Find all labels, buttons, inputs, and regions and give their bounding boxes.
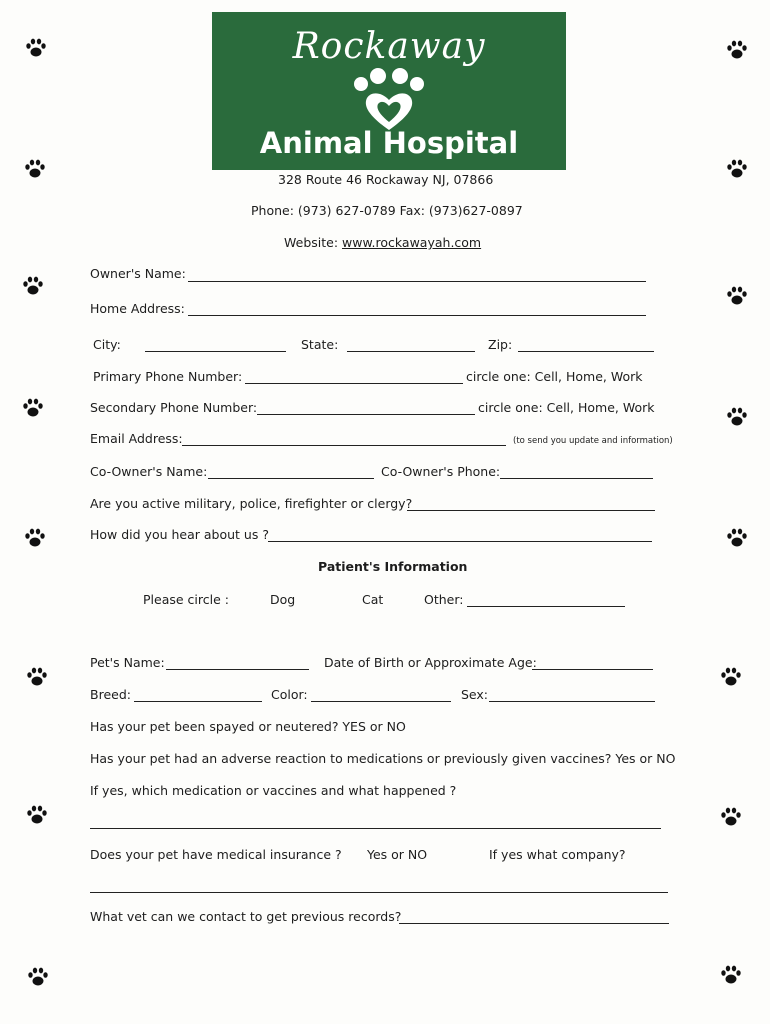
breed-label: Breed: — [90, 687, 131, 702]
city-field[interactable] — [145, 351, 286, 352]
phone-fax-text: Phone: (973) 627-0789 Fax: (973)627-0897 — [251, 203, 523, 218]
logo-title-text: Animal Hospital — [259, 126, 519, 160]
primary-phone-label: Primary Phone Number: — [93, 369, 243, 384]
spayed-question: Has your pet been spayed or neutered? YES or NO — [90, 719, 406, 734]
zip-field[interactable] — [518, 351, 654, 352]
paw-print-icon — [726, 406, 748, 428]
paw-print-icon — [22, 275, 44, 297]
pets-name-field[interactable] — [166, 669, 309, 670]
heart-paw-icon — [349, 64, 429, 132]
adverse-reaction-question: Has your pet had an adverse reaction to medications or previously given vaccines? Yes or NO — [90, 751, 676, 766]
home-address-field[interactable] — [188, 315, 646, 316]
logo-script-text: Rockaway — [292, 26, 486, 67]
paw-print-icon — [24, 158, 46, 180]
previous-vet-question: What vet can we contact to get previous records? — [90, 909, 402, 924]
owners-name-label: Owner's Name: — [90, 266, 186, 281]
secondary-phone-label: Secondary Phone Number: — [90, 400, 258, 415]
which-medication-field[interactable] — [90, 828, 661, 829]
address-text: 328 Route 46 Rockaway NJ, 07866 — [278, 172, 494, 187]
paw-print-icon — [726, 158, 748, 180]
dob-label: Date of Birth or Approximate Age: — [324, 655, 537, 670]
dob-field[interactable] — [532, 669, 653, 670]
insurance-company-field[interactable] — [90, 892, 668, 893]
state-field[interactable] — [347, 351, 475, 352]
website-line — [284, 235, 481, 250]
coowner-phone-field[interactable] — [500, 478, 653, 479]
which-medication-question: If yes, which medication or vaccines and what happened ? — [90, 783, 457, 798]
paw-print-icon — [720, 964, 742, 986]
website-link[interactable]: www.rockawayah.com — [342, 235, 482, 250]
paw-print-icon — [726, 527, 748, 549]
secondary-phone-field[interactable] — [257, 414, 475, 415]
sex-label: Sex: — [461, 687, 489, 702]
insurance-company-label: If yes what company? — [489, 847, 626, 862]
paw-print-icon — [25, 37, 47, 59]
email-field[interactable] — [182, 445, 506, 446]
military-field[interactable] — [407, 510, 655, 511]
email-label: Email Address: — [90, 431, 183, 446]
paw-print-icon — [726, 285, 748, 307]
other-label: Other: — [424, 592, 464, 607]
coowner-phone-label: Co-Owner's Phone: — [381, 464, 501, 479]
breed-field[interactable] — [134, 701, 262, 702]
cat-option[interactable]: Cat — [362, 592, 384, 607]
insurance-question: Does your pet have medical insurance ? — [90, 847, 342, 862]
secondary-phone-type: circle one: Cell, Home, Work — [478, 400, 655, 415]
paw-print-icon — [22, 397, 44, 419]
pets-name-label: Pet's Name: — [90, 655, 165, 670]
sex-field[interactable] — [489, 701, 655, 702]
hear-about-question: How did you hear about us ? — [90, 527, 269, 542]
paw-print-icon — [27, 966, 49, 988]
hear-about-field[interactable] — [268, 541, 652, 542]
color-field[interactable] — [311, 701, 451, 702]
coowner-name-field[interactable] — [208, 478, 374, 479]
paw-print-icon — [726, 39, 748, 61]
patient-info-heading: Patient's Information — [318, 559, 468, 574]
primary-phone-field[interactable] — [245, 383, 463, 384]
city-label: City: — [93, 337, 121, 352]
dog-option[interactable]: Dog — [270, 592, 296, 607]
owners-name-field[interactable] — [188, 281, 646, 282]
insurance-yes-no[interactable]: Yes or NO — [367, 847, 428, 862]
primary-phone-type: circle one: Cell, Home, Work — [466, 369, 643, 384]
zip-label: Zip: — [488, 337, 513, 352]
paw-print-icon — [720, 806, 742, 828]
coowner-name-label: Co-Owner's Name: — [90, 464, 208, 479]
home-address-label: Home Address: — [90, 301, 185, 316]
previous-vet-field[interactable] — [399, 923, 669, 924]
email-note: (to send you update and information) — [513, 436, 673, 446]
please-circle-label: Please circle : — [143, 592, 229, 607]
color-label: Color: — [271, 687, 308, 702]
paw-print-icon — [26, 804, 48, 826]
other-field[interactable] — [467, 606, 625, 607]
state-label: State: — [301, 337, 339, 352]
website-label: Website: — [284, 235, 343, 250]
paw-print-icon — [26, 666, 48, 688]
paw-print-icon — [24, 527, 46, 549]
military-question: Are you active military, police, firefighter or clergy? — [90, 496, 413, 511]
hospital-logo — [212, 12, 566, 170]
paw-print-icon — [720, 666, 742, 688]
